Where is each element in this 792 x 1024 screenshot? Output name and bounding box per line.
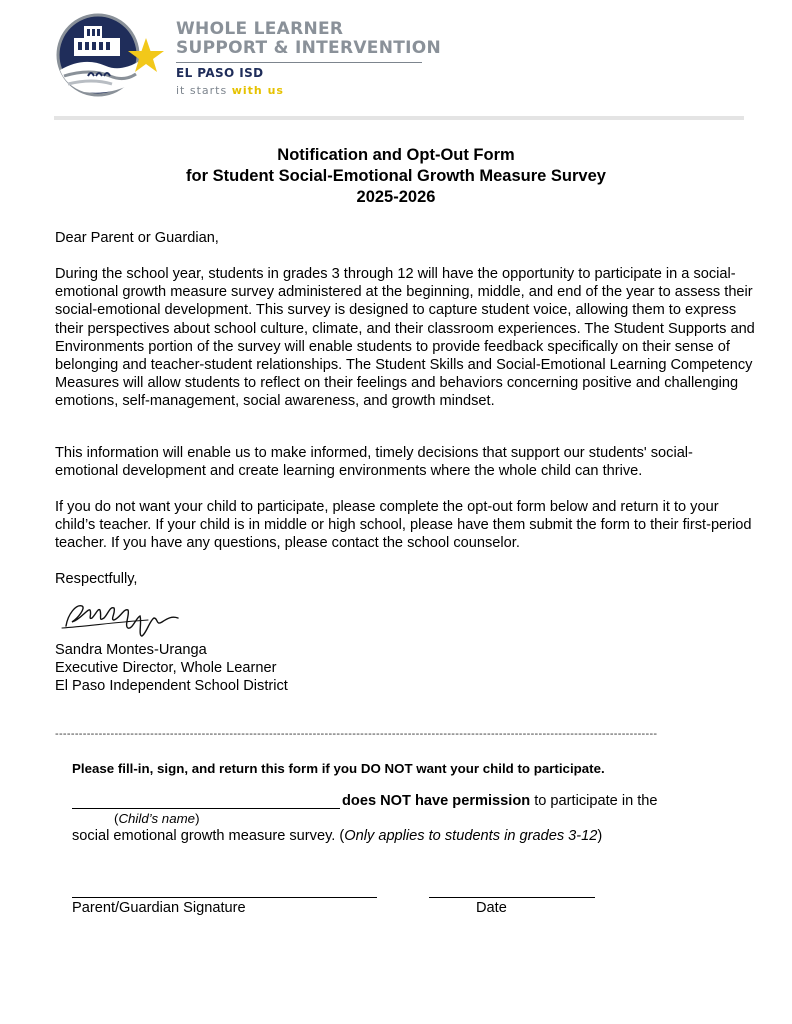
cut-line: --------------------------------------------------------------------------------------------------------------------------------------------------------	[55, 728, 658, 740]
applies-close: )	[597, 828, 603, 844]
survey-statement	[72, 828, 602, 844]
date-field[interactable]	[429, 878, 595, 897]
letter-paragraph-1: During the school year, students in grades 3 through 12 will have the opportunity to participate in a social-emotional growth measure survey administered at the beginning, middle, and end of the year to assess their social-emotional development. This survey is designed to capture student voice, allowing them to express their perspectives about school culture, climate, and their classroom experiences. The Student Supports and Environments portion of the survey will enable students to provide feedback specifically on their sense of belonging and teacher-student relationships. The Student Skills and Social-Emotional Learning Competency Measures will allow students to reflect on their feelings and behaviors concerning positive and challenging emotions, self-management, social awareness, and growth mindset.	[55, 266, 755, 410]
letter-paragraph-2: This information will enable us to make informed, timely decisions that support our students' social-emotional development and create learning environments where the whole child can thrive.	[55, 445, 693, 480]
date-line	[429, 897, 595, 898]
signer-title: Executive Director, Whole Learner	[55, 660, 277, 676]
parent-signature-field[interactable]	[72, 878, 377, 897]
tagline	[176, 84, 284, 97]
org-name-line2: SUPPORT & INTERVENTION	[176, 38, 442, 58]
district-logo	[54, 10, 166, 100]
date-label: Date	[476, 900, 507, 916]
child-name-label	[114, 811, 200, 826]
signature-label: Parent/Guardian Signature	[72, 900, 246, 916]
letter-paragraph-3: If you do not want your child to participate, please complete the opt-out form below and return it to your child’s teacher. If your child is in middle or high school, please have them submit the form to their first-period teacher. If you have any questions, please contact the school counselor.	[55, 499, 752, 552]
permission-statement	[342, 793, 658, 809]
permission-rest: to participate in the	[530, 793, 658, 809]
org-name-line1: WHOLE LEARNER	[176, 19, 344, 39]
signer-organization: El Paso Independent School District	[55, 678, 288, 694]
child-name-line	[72, 808, 340, 809]
child-name-label-open: (	[114, 811, 119, 826]
salutation: Dear Parent or Guardian,	[55, 230, 219, 246]
signature-line	[72, 897, 377, 898]
form-subtitle: for Student Social-Emotional Growth Measure Survey	[186, 167, 606, 185]
child-name-label-text: Child’s name	[118, 811, 196, 826]
header-rule	[54, 116, 744, 120]
tagline-emphasis: with us	[231, 84, 284, 97]
child-name-label-close: )	[195, 811, 200, 826]
form-title: Notification and Opt-Out Form	[277, 146, 515, 164]
survey-text: social emotional growth measure survey. (	[72, 828, 345, 844]
signer-name: Sandra Montes-Uranga	[55, 642, 207, 658]
tagline-plain: it starts	[176, 84, 232, 97]
school-year: 2025-2026	[356, 188, 436, 206]
permission-bold: does NOT have permission	[342, 793, 531, 809]
applies-note: Only applies to students in grades 3-12	[344, 828, 598, 844]
district-name: EL PASO ISD	[176, 66, 264, 80]
form-instruction: Please fill-in, sign, and return this form if you DO NOT want your child to participate.	[72, 761, 605, 776]
director-signature	[58, 596, 184, 638]
org-divider	[176, 62, 422, 63]
closing: Respectfully,	[55, 571, 138, 587]
child-name-field[interactable]	[72, 790, 340, 808]
